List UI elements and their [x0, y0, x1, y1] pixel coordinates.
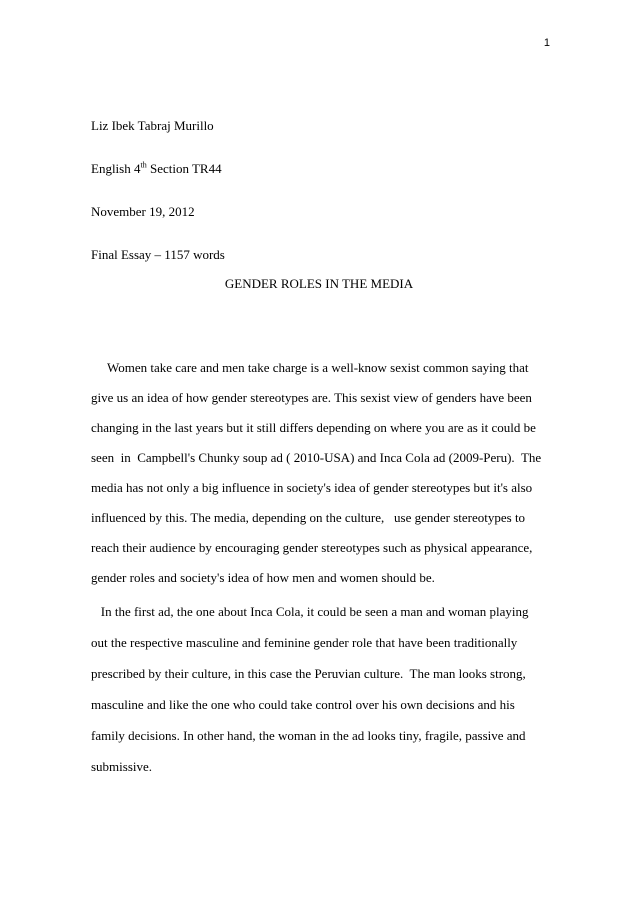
essay-info: Final Essay – 1157 words — [91, 247, 225, 262]
paragraph-2-line-1: In the first ad, the one about Inca Cola, it could be seen a man and woman playing — [91, 604, 529, 619]
paragraph-2-line-3: prescribed by their culture, in this case the Peruvian culture. The man looks strong, — [91, 666, 526, 681]
essay-header — [91, 116, 551, 288]
paragraph-2-line-4: masculine and like the one who could take control over his own decisions and his — [91, 697, 515, 712]
paragraph-2-line-6: submissive. — [91, 759, 153, 774]
course-superscript: th — [140, 160, 147, 170]
paragraph-1-line-6: influenced by this. The media, depending on the culture, use gender stereotypes to — [91, 510, 526, 525]
course-prefix: English 4 — [91, 161, 141, 176]
paragraph-1-line-5: media has not only a big influence in society's idea of gender stereotypes but it's also — [91, 480, 533, 495]
paragraph-1-line-8: gender roles and society's idea of how men and women should be. — [91, 570, 435, 585]
paragraph-1-line-1: Women take care and men take charge is a well-know sexist common saying that — [91, 360, 529, 375]
paragraph-2-line-5: family decisions. In other hand, the woman in the ad looks tiny, fragile, passive and — [91, 728, 526, 743]
course-line — [91, 159, 551, 178]
page-number: 1 — [543, 37, 550, 49]
essay-title: GENDER ROLES IN THE MEDIA — [224, 276, 414, 291]
paragraph-1-line-2: give us an idea of how gender stereotypes are. This sexist view of genders have been — [91, 390, 532, 405]
paragraph-2-line-2: out the respective masculine and feminine gender role that have been traditionally — [91, 635, 518, 650]
author-name: Liz Ibek Tabraj Murillo — [91, 118, 214, 133]
paragraph-1-line-3: changing in the last years but it still differs depending on where you are as it could be — [91, 420, 536, 435]
essay-date: November 19, 2012 — [91, 204, 195, 219]
paragraph-1-line-7: reach their audience by encouraging gender stereotypes such as physical appearance, — [91, 540, 533, 555]
course-suffix: Section TR44 — [146, 161, 222, 176]
paragraph-1-line-4: seen in Campbell's Chunky soup ad ( 2010-USA) and Inca Cola ad (2009-Peru). The — [91, 450, 542, 465]
